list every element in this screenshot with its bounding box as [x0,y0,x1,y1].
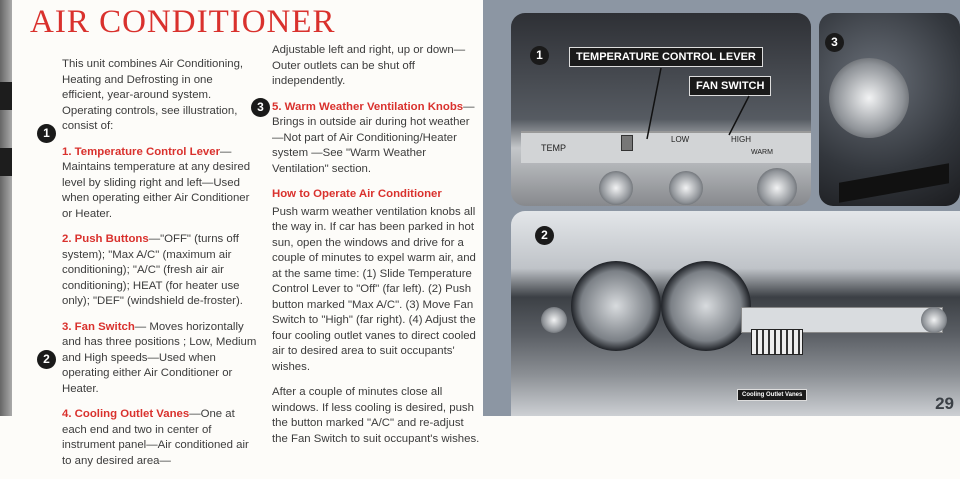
cooling-outlet-vane [751,329,803,355]
vent-slot [839,163,949,202]
gauge [571,261,661,351]
photo-marker-1: 1 [530,46,549,65]
after-paragraph: After a couple of minutes close all windows. If less cooling is desired, push the button marked "A/C" and re-adjust the Fan Switch to suit occupant's wishes. [272,386,480,445]
item-label: 1. Temperature Control Lever [62,145,221,158]
item-text: —One at each end and two in center of instrument panel—Air conditioned air to any desired area— [62,408,249,467]
marker-3: 3 [251,98,270,117]
item-text: —Brings in outside air during hot weather—Not part of Air Conditioning/Heater system —See "Warm Weather Ventilation" section. [272,100,475,175]
item-5 [272,100,480,178]
photo-temperature-controls [511,13,811,206]
how-paragraph: Push warm weather ventilation knobs all the way in. If car has been parked in hot sun, open the windows and drive for a couple of minutes to expel warm air, and at the same time: (1) Slide Temperature Control Lever to "Off" (far left). (2) Push button marked "Max A/C". (3) Move Fan Switch to "High" (far right). (4) Adjust the four cooling outlet vanes to direct cooled air to desired area to suit occupants' wishes. [272,205,476,373]
item-label: 5. Warm Weather Ventilation Knobs [272,100,464,113]
gauge [661,261,751,351]
edge-tab [0,82,12,110]
marker-2: 2 [37,350,56,369]
ventilation-knob [829,58,909,138]
item-2 [62,232,258,310]
photo-marker-2: 2 [535,226,554,245]
item-3 [62,320,258,398]
edge-tab [0,148,12,176]
item-text: —"OFF" (turns off system); "Max A/C" (maximum air conditioning); "A/C" (fresh air air conditioning); HEAT (for heater use only); "DEF" (windshield de-froster). [62,233,243,307]
callout-leader-lines [511,13,811,206]
photo-panel [483,0,960,416]
warm-label: WARM [751,149,773,156]
callout-temperature-lever: TEMPERATURE CONTROL LEVER [569,47,763,67]
cooling-outlet-vane [921,307,947,333]
cooling-outlet-vane [541,307,567,333]
item-text: —Maintains temperature at any desired level by sliding right and left—Used when operating either Air Conditioner or Heater. [62,145,251,220]
temp-label: TEMP [541,143,567,153]
continued-paragraph: Adjustable left and right, up or down—Outer outlets can be shut off independently. [272,44,466,87]
low-label: LOW [671,135,690,144]
item-label: 4. Cooling Outlet Vanes [62,408,190,420]
how-heading: How to Operate Air Conditioner [272,188,442,200]
page-edge [0,0,12,416]
photo-marker-3: 3 [825,33,844,52]
item-text: — Moves horizontally and has three positions ; Low, Medium and High speeds—Used when operating either Air Conditioner or Heater. [62,320,257,395]
photo-ventilation-knob [819,13,960,206]
page-title: AIR CONDITIONER [30,4,336,40]
column-right [272,43,480,457]
callout-cooling-outlet-vanes: Cooling Outlet Vanes [737,389,807,401]
item-label: 2. Push Buttons [62,233,149,245]
callout-fan-switch: FAN SWITCH [689,76,771,96]
item-label: 3. Fan Switch [62,320,135,333]
marker-1: 1 [37,124,56,143]
photo-instrument-panel [511,211,960,416]
page-number: 29 [935,394,954,413]
high-label: HIGH [731,135,751,144]
intro-paragraph: This unit combines Air Conditioning, Heating and Defrosting in one efficient, year-around system. Operating controls, see illustration, consist of: [62,58,244,132]
item-1 [62,145,258,223]
item-4 [62,407,258,469]
